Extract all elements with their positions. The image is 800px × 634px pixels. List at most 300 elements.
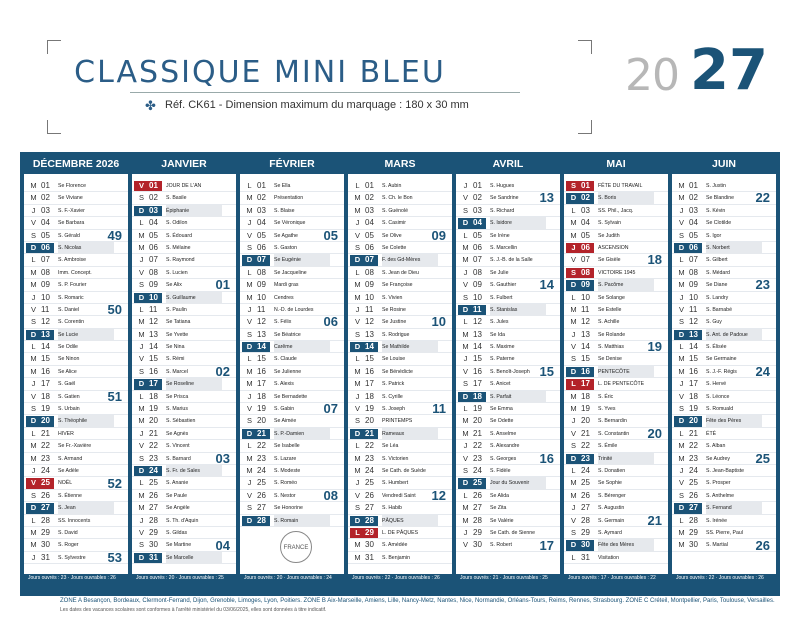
weekday-letter: M: [30, 441, 37, 451]
week-number: 16: [539, 450, 554, 466]
saint-name: Se Audrey: [706, 455, 730, 462]
saint-name: S. Victorien: [382, 455, 409, 462]
saint-name: S. Irénée: [706, 517, 728, 524]
day-row: [564, 453, 668, 465]
saint-name: S. Matthias: [598, 344, 624, 351]
day-row: [24, 502, 128, 514]
week-number: 13: [539, 190, 554, 206]
weekday-letter: S: [138, 280, 144, 290]
weekday-letter: M: [138, 490, 145, 500]
day-number: 16: [149, 366, 158, 376]
day-number: 17: [41, 379, 50, 389]
weekday-letter: S: [678, 230, 684, 240]
day-list: [564, 180, 668, 564]
saint-name: Se Bénédicte: [382, 368, 413, 375]
month-column: [24, 156, 128, 574]
day-number: 08: [473, 267, 482, 277]
day-row: [132, 180, 236, 192]
saint-name: Fête des Pères: [706, 415, 762, 427]
saint-name: S. Fr. de Sales: [166, 465, 222, 477]
day-number: 17: [365, 379, 374, 389]
day-number: 27: [41, 503, 54, 513]
weekday-letter: L: [463, 317, 468, 327]
weekday-letter: V: [462, 280, 468, 290]
day-number: 28: [689, 515, 698, 525]
weekday-letter: M: [138, 404, 145, 414]
week-number: 25: [755, 450, 770, 466]
saint-name: S. Patrick: [382, 381, 405, 388]
weekday-letter: D: [566, 280, 581, 290]
day-number: 10: [473, 292, 482, 302]
day-number: 27: [365, 503, 374, 513]
saint-name: S. Joseph: [382, 406, 406, 413]
day-row: [456, 465, 560, 477]
saint-name: S. Th. d'Aquin: [166, 517, 199, 524]
day-number: 09: [41, 280, 50, 290]
weekday-letter: M: [138, 416, 145, 426]
weekday-letter: D: [26, 243, 41, 253]
day-number: 19: [149, 404, 158, 414]
day-number: 03: [41, 205, 50, 215]
day-row: [240, 267, 344, 279]
saint-name: S. Marcellin: [490, 244, 518, 251]
day-row: [564, 180, 668, 192]
day-number: 20: [581, 416, 590, 426]
day-number: 22: [581, 441, 590, 451]
day-row: [348, 254, 452, 266]
day-row: [672, 217, 776, 229]
saint-name: S. Ant. de Padoue: [706, 329, 762, 341]
saint-name: FÊTE DU TRAVAIL: [598, 183, 643, 189]
weekday-letter: M: [678, 193, 685, 203]
saint-name: Se Irène: [490, 232, 510, 239]
saint-name: S. Nicolas: [58, 242, 114, 254]
day-number: 05: [149, 230, 158, 240]
week-number: 22: [755, 190, 770, 206]
weekday-letter: L: [355, 181, 360, 190]
day-number: 29: [473, 527, 482, 537]
saint-name: Se Agathe: [274, 232, 298, 239]
day-number: 05: [365, 230, 374, 240]
day-number: 06: [149, 242, 158, 252]
day-number: 16: [689, 366, 698, 376]
saint-name: Se Alix: [166, 282, 182, 289]
working-days-footer: Jours ouvrés : 23 · Jours ouvrables : 26: [28, 575, 116, 581]
day-row: [240, 341, 344, 353]
saint-name: S. Achille: [598, 319, 620, 326]
weekday-letter: S: [246, 416, 252, 426]
weekday-letter: V: [462, 193, 468, 203]
saint-name: Se Alida: [490, 492, 510, 499]
working-days-footer: Jours ouvrés : 20 · Jours ouvrables : 25: [136, 575, 224, 581]
day-row: [672, 242, 776, 254]
week-number: 52: [107, 475, 122, 491]
weekday-letter: M: [354, 552, 361, 562]
saint-name: S. Romain: [274, 515, 330, 527]
day-number: 07: [257, 255, 270, 265]
clover-icon: ✤: [145, 98, 156, 113]
weekday-letter: D: [674, 503, 689, 513]
weekday-letter: M: [30, 280, 37, 290]
saint-name: S. Raymond: [166, 257, 195, 264]
weekday-letter: J: [679, 465, 684, 475]
week-number: 49: [107, 227, 122, 243]
day-number: 10: [149, 293, 162, 303]
saint-name: S. Alexandre: [490, 443, 520, 450]
saint-name: SS. Phil., Jacq.: [598, 207, 634, 214]
day-number: 05: [473, 230, 482, 240]
saint-name: Se Paule: [166, 492, 188, 499]
day-row: [564, 205, 668, 217]
weekday-letter: L: [463, 404, 468, 414]
weekday-letter: M: [138, 230, 145, 240]
day-number: 21: [365, 429, 378, 439]
weekday-letter: D: [350, 429, 365, 439]
day-number: 28: [473, 515, 482, 525]
weekday-letter: D: [242, 516, 257, 526]
weekday-letter: J: [463, 527, 468, 537]
saint-name: S. Humbert: [382, 480, 409, 487]
weekday-letter: V: [570, 255, 576, 265]
saint-name: Se Rosine: [382, 306, 406, 313]
day-number: 28: [149, 515, 158, 525]
weekday-letter: D: [242, 429, 257, 439]
saint-name: S. Habib: [382, 505, 402, 512]
day-row: [24, 515, 128, 527]
made-in-france-stamp: FRANCE: [280, 531, 312, 563]
saint-name: L. DE PÂQUES: [382, 529, 419, 536]
saint-name: S. Étienne: [58, 492, 82, 499]
day-number: 31: [581, 552, 590, 562]
weekday-letter: M: [30, 366, 37, 376]
saint-name: Se Martine: [166, 542, 192, 549]
day-number: 03: [257, 205, 266, 215]
day-number: 11: [257, 304, 266, 314]
saint-name: S. Élisée: [706, 344, 727, 351]
weekday-letter: M: [678, 453, 685, 463]
day-row: [240, 254, 344, 266]
day-number: 08: [41, 267, 50, 277]
saint-name: Se Sophie: [598, 480, 622, 487]
day-number: 02: [689, 193, 698, 203]
weekday-letter: D: [134, 293, 149, 303]
day-row: [672, 304, 776, 316]
saint-name: Se Emma: [490, 406, 513, 413]
weekday-letter: D: [134, 466, 149, 476]
saint-name: PÂQUES: [382, 515, 438, 527]
day-number: 11: [365, 304, 374, 314]
day-number: 13: [41, 330, 54, 340]
day-number: 06: [257, 242, 266, 252]
weekday-letter: M: [570, 404, 577, 414]
saint-name: S. Claude: [274, 356, 297, 363]
day-number: 16: [473, 366, 482, 376]
weekday-letter: V: [678, 391, 684, 401]
saint-name: S. Stanislas: [490, 304, 546, 316]
saint-name: Présentation: [274, 195, 304, 202]
saint-name: NOËL: [58, 480, 73, 487]
saint-name: Se Ella: [274, 183, 291, 189]
day-number: 11: [41, 304, 50, 314]
day-row: [456, 217, 560, 229]
calendar-grid: [20, 152, 780, 596]
day-row: [564, 292, 668, 304]
weekday-letter: M: [246, 193, 253, 203]
day-row: [240, 242, 344, 254]
saint-name: Se Zita: [490, 505, 507, 512]
saint-name: Se Angèle: [166, 505, 190, 512]
saint-name: Se Valérie: [490, 517, 514, 524]
weekday-letter: S: [354, 329, 360, 339]
day-number: 11: [689, 304, 698, 314]
day-row: [456, 502, 560, 514]
day-number: 06: [689, 243, 702, 253]
weekday-letter: D: [242, 255, 257, 265]
saint-name: VICTOIRE 1945: [598, 269, 636, 276]
day-number: 12: [41, 317, 50, 327]
saint-name: S. Landry: [706, 294, 729, 301]
day-number: 30: [473, 540, 482, 550]
weekday-letter: V: [354, 230, 360, 240]
day-row: [24, 353, 128, 365]
day-number: 23: [473, 453, 482, 463]
day-row: [132, 490, 236, 502]
day-row: [456, 242, 560, 254]
weekday-letter: V: [570, 515, 576, 525]
saint-name: Se Diane: [706, 282, 728, 289]
weekday-letter: S: [246, 242, 252, 252]
saint-name: S. Fidèle: [490, 467, 511, 474]
day-row: [672, 254, 776, 266]
day-row: [348, 552, 452, 564]
day-number: 18: [365, 391, 374, 401]
saint-name: S. Jean de Dieu: [382, 269, 419, 276]
saint-name: Se Nina: [166, 344, 185, 351]
day-number: 12: [473, 317, 482, 327]
saint-name: S. Édouard: [166, 232, 192, 239]
day-number: 23: [41, 453, 50, 463]
day-row: [132, 515, 236, 527]
day-number: 07: [689, 255, 698, 265]
day-number: 30: [689, 540, 698, 550]
weekday-letter: M: [138, 317, 145, 327]
day-number: 18: [689, 391, 698, 401]
day-row: [564, 230, 668, 242]
day-row: [456, 292, 560, 304]
saint-name: S. Guy: [706, 319, 722, 326]
day-row: [132, 341, 236, 353]
day-number: 08: [689, 267, 698, 277]
day-number: 25: [149, 478, 158, 488]
week-number: 06: [323, 314, 338, 330]
day-number: 30: [41, 540, 50, 550]
saint-name: Se Françoise: [382, 282, 413, 289]
weekday-letter: J: [463, 267, 468, 277]
day-row: [24, 453, 128, 465]
weekday-letter: V: [570, 428, 576, 438]
saint-name: S. Rémi: [166, 356, 185, 363]
weekday-letter: D: [566, 540, 581, 550]
saint-name: S. Roméo: [274, 480, 298, 487]
saint-name: L. DE PENTECÔTE: [598, 381, 645, 388]
saint-name: S. Norbert: [706, 242, 762, 254]
day-row: [24, 341, 128, 353]
day-number: 28: [581, 515, 590, 525]
day-row: [240, 180, 344, 192]
day-number: 02: [365, 193, 374, 203]
saint-name: S. Ambroise: [58, 257, 86, 264]
day-number: 17: [257, 379, 266, 389]
day-row: [672, 292, 776, 304]
day-number: 10: [257, 292, 266, 302]
saint-name: Se Colette: [382, 244, 407, 251]
day-row: [672, 465, 776, 477]
saint-name: S. Benoît-Joseph: [490, 368, 530, 375]
day-row: [240, 292, 344, 304]
weekday-letter: L: [31, 342, 36, 352]
weekday-letter: J: [355, 218, 360, 228]
day-row: [456, 428, 560, 440]
weekday-letter: J: [355, 304, 360, 314]
saint-name: S. J.-B. de la Salle: [490, 257, 533, 264]
day-row: [672, 477, 776, 489]
day-number: 18: [257, 391, 266, 401]
day-row: [348, 465, 452, 477]
weekday-letter: J: [247, 218, 252, 228]
day-number: 25: [257, 478, 266, 488]
day-row: [564, 403, 668, 415]
day-number: 25: [473, 478, 486, 488]
day-row: [348, 242, 452, 254]
day-number: 01: [41, 181, 50, 190]
month-column: [240, 156, 344, 574]
saint-name: Se Isabelle: [274, 443, 300, 450]
weekday-letter: M: [678, 441, 685, 451]
weekday-letter: M: [678, 540, 685, 550]
saint-name: Se Germaine: [706, 356, 737, 363]
day-number: 25: [581, 478, 590, 488]
day-number: 29: [149, 527, 158, 537]
weekday-letter: M: [30, 527, 37, 537]
day-number: 24: [149, 466, 162, 476]
day-number: 18: [149, 391, 158, 401]
day-row: [564, 552, 668, 564]
day-row: [348, 192, 452, 204]
day-number: 24: [257, 465, 266, 475]
saint-name: S. Augustin: [598, 505, 625, 512]
day-row: [24, 205, 128, 217]
weekday-letter: V: [138, 527, 144, 537]
weekday-letter: D: [566, 454, 581, 464]
day-number: 29: [365, 528, 378, 538]
saint-name: S. Maxime: [490, 344, 515, 351]
saint-name: S. Éric: [598, 393, 614, 400]
weekday-letter: M: [354, 292, 361, 302]
saint-name: PENTECÔTE: [598, 366, 654, 378]
day-number: 20: [257, 416, 266, 426]
crop-mark-top-right: [578, 40, 592, 54]
day-row: [348, 502, 452, 514]
weekday-letter: S: [138, 540, 144, 550]
weekday-letter: M: [462, 416, 469, 426]
saint-name: S. Ananie: [166, 480, 189, 487]
month-column: [564, 156, 668, 574]
saint-name: S. Isidore: [490, 217, 546, 229]
day-number: 04: [473, 218, 486, 228]
saint-name: S. Rodrigue: [382, 331, 410, 338]
weekday-letter: D: [566, 193, 581, 203]
day-row: [564, 490, 668, 502]
saint-name: S. Amédée: [382, 542, 408, 549]
weekday-letter: M: [678, 527, 685, 537]
weekday-letter: D: [566, 367, 581, 377]
day-number: 04: [41, 218, 50, 228]
week-number: 07: [323, 401, 338, 417]
weekday-letter: V: [678, 478, 684, 488]
week-number: 50: [107, 302, 122, 317]
day-row: [24, 242, 128, 254]
weekday-letter: L: [247, 181, 252, 190]
day-number: 21: [581, 428, 590, 438]
weekday-letter: L: [355, 267, 360, 277]
day-row: [456, 230, 560, 242]
day-row: [132, 552, 236, 564]
saint-name: Se Julienne: [274, 368, 302, 375]
day-number: 08: [365, 267, 374, 277]
saint-name: Se Solange: [598, 294, 625, 301]
day-row: [24, 428, 128, 440]
weekday-letter: J: [31, 552, 36, 562]
weekday-letter: S: [138, 366, 144, 376]
day-number: 21: [257, 429, 270, 439]
day-number: 26: [473, 490, 482, 500]
day-row: [132, 428, 236, 440]
weekday-letter: S: [138, 193, 144, 203]
saint-name: Se Odile: [58, 344, 78, 351]
week-number: 20: [647, 426, 662, 441]
day-row: [24, 316, 128, 328]
school-zones-note: Les dates des vacances scolaires sont conformes à l'arrêté ministériel du 03/06/2025, elles sont données à titre indicatif.: [60, 607, 327, 613]
weekday-letter: S: [678, 317, 684, 327]
week-number: 53: [107, 550, 122, 565]
day-row: [132, 391, 236, 403]
day-row: [240, 378, 344, 390]
day-row: [456, 254, 560, 266]
day-number: 28: [257, 516, 270, 526]
day-number: 16: [581, 367, 594, 377]
week-number: 03: [215, 450, 230, 466]
day-row: [132, 205, 236, 217]
weekday-letter: V: [30, 218, 36, 228]
saint-name: Se Fr.-Xavière: [58, 443, 92, 450]
week-number: 05: [323, 227, 338, 243]
weekday-letter: J: [139, 342, 144, 352]
day-number: 10: [41, 292, 50, 302]
day-number: 11: [473, 305, 486, 315]
day-row: [348, 515, 452, 527]
saint-name: S. Prosper: [706, 480, 731, 487]
day-row: [348, 341, 452, 353]
saint-name: Se Florence: [58, 183, 86, 189]
day-number: 24: [41, 465, 50, 475]
weekday-letter: L: [247, 354, 252, 364]
day-number: 09: [689, 280, 698, 290]
weekday-letter: J: [571, 416, 576, 426]
day-row: [24, 329, 128, 341]
weekday-letter: J: [355, 391, 360, 401]
saint-name: SS. Innocents: [58, 517, 91, 524]
saint-name: Se Tatiana: [166, 319, 191, 326]
